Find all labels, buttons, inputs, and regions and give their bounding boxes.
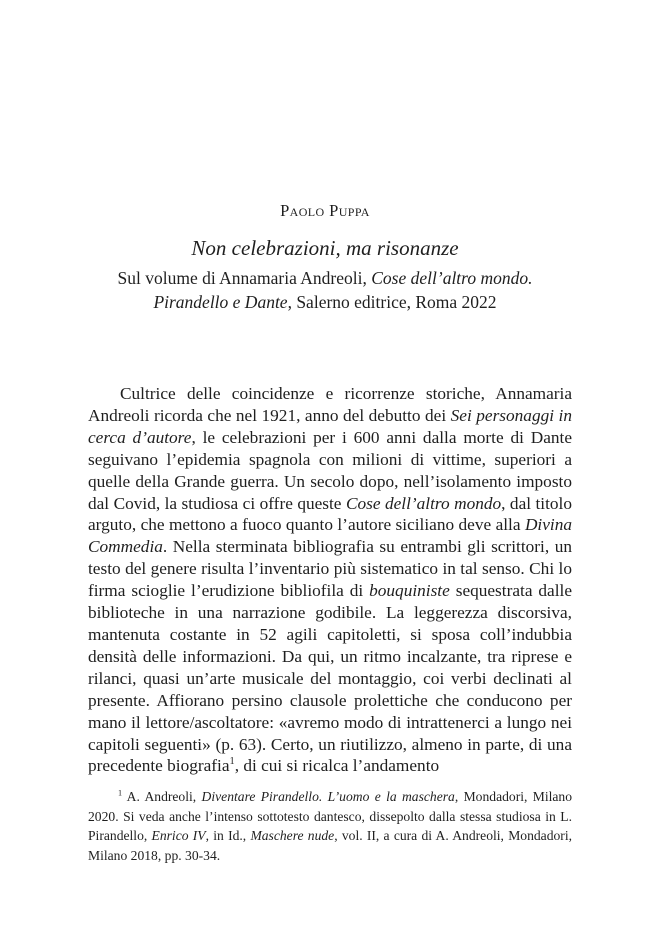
footnote [88, 787, 572, 865]
term-bouquiniste: bouquiniste [369, 581, 450, 601]
footnote-text-run: , Mondadori, Milano 2020. Si veda anche l’intenso sottotesto dantesco, dissepolto dalla stessa studiosa in L. Pirandello, [88, 789, 573, 844]
author-name: Paolo Puppa [280, 201, 370, 220]
footnote-mark: 1 [118, 788, 123, 798]
body-text-run: , dal titolo arguto, che mettono a fuoco quanto l’autore siciliano deve alla [88, 493, 572, 535]
work-title-sei-personaggi: Sei personaggi in cerca d’autore [88, 405, 572, 447]
body-text-run: , le celebrazioni per i 600 anni dalla morte di Dante seguivano l’epidemia spagnola con milioni di vittime, superiori a quelle della Grande guerra. Un secolo dopo, nell’isolamento imposto dal Covid, la studiosa ci offre queste [88, 427, 572, 513]
work-title-cose: Cose dell’altro mondo [345, 493, 502, 513]
footnote-text-run: , vol. II, a cura di A. Andreoli, Mondadori, Milano 2018, pp. 30-34. [88, 828, 572, 863]
body-text-run: sequestrata dalle biblioteche in una narrazione godibile. La leggerezza discorsiva, mantenuta costante in 52 agili capitoletti, si sposa coll’indubbia densità delle informazioni. Da qui, un ritmo incalzante, tra riprese e rilanci, quasi un’arte musicale del montaggio, coi verbi declinati al presente. Affiorano persino clausole prolettiche che conducono per mano il lettore/ascoltatore: «avremo modo di intrattenerci a lungo nei capitoli seguenti» (p. 63). Certo, un riutilizzo, almeno in parte, di una precedente biografia [88, 581, 572, 776]
book-title-part-2: Pirandello e Dante [153, 292, 288, 312]
subtitle-prefix: Sul volume di Annamaria Andreoli, [117, 268, 372, 288]
body-text-run: Cultrice delle coincidenze e ricorrenze storiche, Annamaria Andreoli ricorda che nel 1921, anno del debutto dei [88, 384, 572, 425]
body-text [88, 383, 572, 777]
article-subtitle [60, 266, 590, 314]
body-text-run: , di cui si ricalca l’andamento [234, 756, 440, 776]
body-paragraph [88, 383, 572, 777]
footnote-work-title: Maschere nude [250, 828, 335, 844]
work-title-divina-commedia: Divina Commedia [88, 515, 572, 557]
body-text-run: . Nella sterminata bibliografia su entrambi gli scrittori, un testo del genere risulta l’inventario più sistematico in tal senso. Chi lo firma scioglie l’erudizione bibliofila di [88, 537, 572, 601]
article-title: Non celebrazioni, ma risonanze [191, 236, 459, 260]
footnote-work-title: Diventare Pirandello. L’uomo e la maschera [201, 789, 455, 804]
book-title-part-1: Cose dell’altro mondo. [371, 268, 533, 288]
subtitle-suffix: , Salerno editrice, Roma 2022 [287, 292, 497, 312]
footnote-work-title: Enrico IV [151, 828, 206, 844]
footnote-reference: 1 [229, 756, 235, 768]
footnote-text-run: A. Andreoli, [122, 789, 202, 804]
footnote-text-run: , in Id., [205, 828, 251, 844]
footnote-paragraph [88, 787, 572, 865]
